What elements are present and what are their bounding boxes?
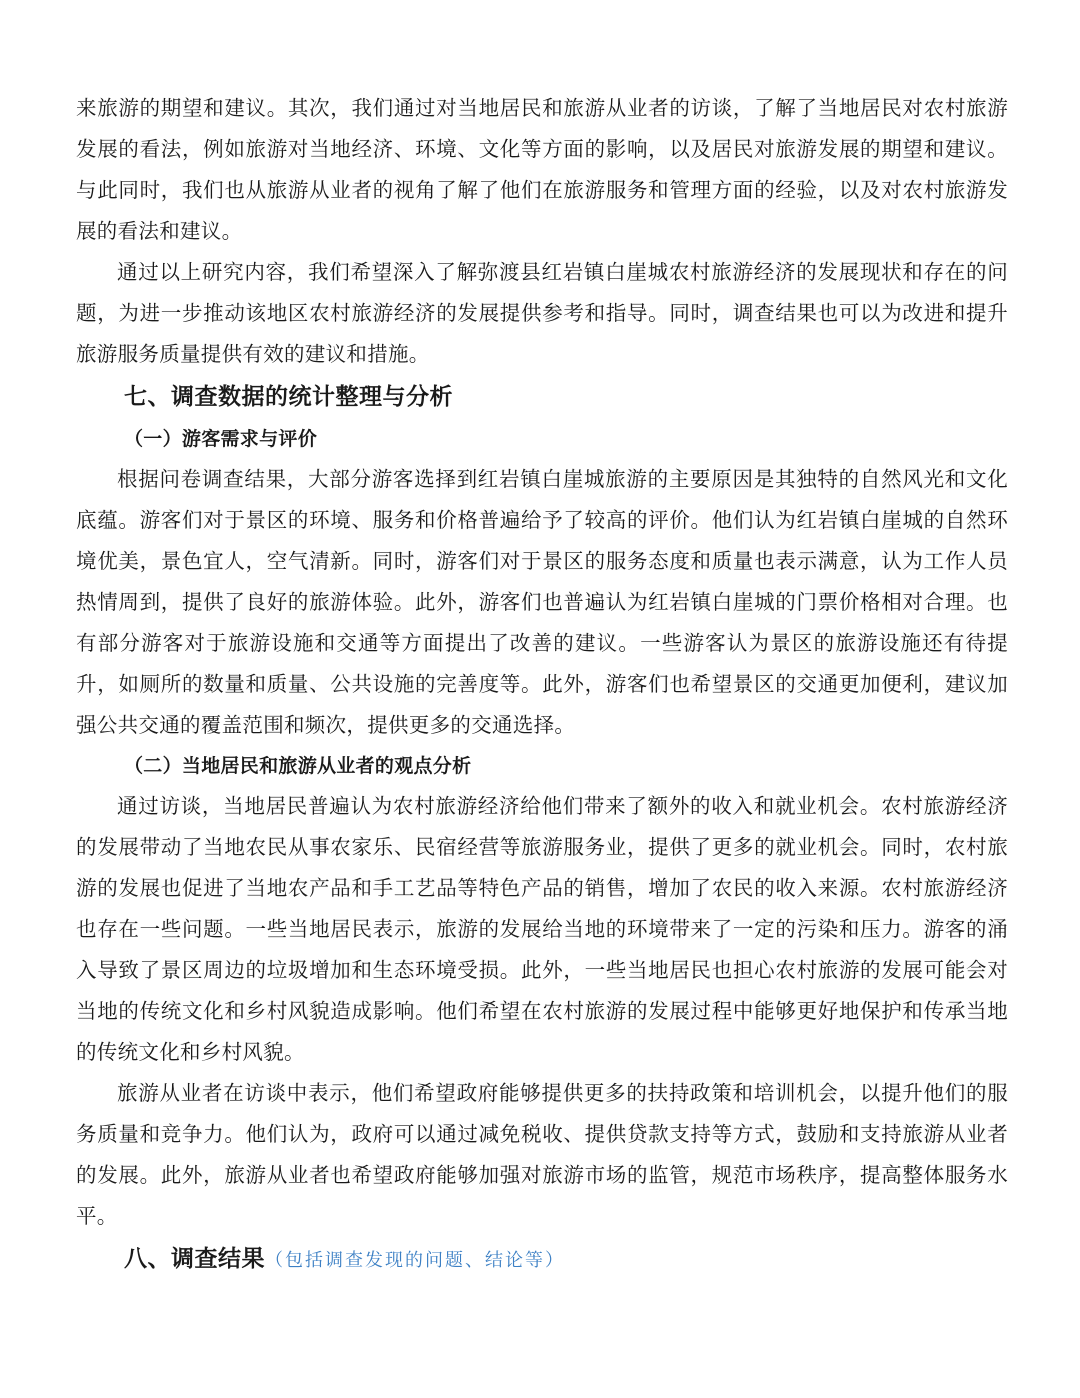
paragraph-intro-continued: 来旅游的期望和建议。其次，我们通过对当地居民和旅游从业者的访谈，了解了当地居民对农村旅游发展的看法，例如旅游对当地经济、环境、文化等方面的影响，以及居民对旅游发展的期望和建议。与此同时，我们也从旅游从业者的视角了解了他们在旅游服务和管理方面的经验，以及对农村旅游发展的看法和建议。 xyxy=(76,96,1008,243)
section-8-title: 八、调查结果 xyxy=(124,1246,265,1272)
document-content xyxy=(76,88,1008,1281)
section-7-heading: 七、调查数据的统计整理与分析 xyxy=(124,384,453,410)
subsection-2-heading: （二）当地居民和旅游从业者的观点分析 xyxy=(124,755,472,777)
section-8-note: （包括调查发现的问题、结论等） xyxy=(265,1250,565,1271)
paragraph-residents-views: 通过访谈，当地居民普遍认为农村旅游经济给他们带来了额外的收入和就业机会。农村旅游经济的发展带动了当地农民从事农家乐、民宿经营等旅游服务业，提供了更多的就业机会。同时，农村旅游的发展也促进了当地农产品和手工艺品等特色产品的销售，增加了农民的收入来源。农村旅游经济也存在一些问题。一些当地居民表示，旅游的发展给当地的环境带来了一定的污染和压力。游客的涌入导致了景区周边的垃圾增加和生态环境受损。此外，一些当地居民也担心农村旅游的发展可能会对当地的传统文化和乡村风貌造成影响。他们希望在农村旅游的发展过程中能够更好地保护和传承当地的传统文化和乡村风貌。 xyxy=(76,794,1008,1064)
paragraph-research-goal: 通过以上研究内容，我们希望深入了解弥渡县红岩镇白崖城农村旅游经济的发展现状和存在的问题，为进一步推动该地区农村旅游经济的发展提供参考和指导。同时，调查结果也可以为改进和提升旅游服务质量提供有效的建议和措施。 xyxy=(76,260,1008,366)
section-8-heading xyxy=(76,1237,1008,1281)
paragraph-tourist-evaluation: 根据问卷调查结果，大部分游客选择到红岩镇白崖城旅游的主要原因是其独特的自然风光和文化底蕴。游客们对于景区的环境、服务和价格普遍给予了较高的评价。他们认为红岩镇白崖城的自然环境优美，景色宜人，空气清新。同时，游客们对于景区的服务态度和质量也表示满意，认为工作人员热情周到，提供了良好的旅游体验。此外，游客们也普遍认为红岩镇白崖城的门票价格相对合理。也有部分游客对于旅游设施和交通等方面提出了改善的建议。一些游客认为景区的旅游设施还有待提升，如厕所的数量和质量、公共设施的完善度等。此外，游客们也希望景区的交通更加便利，建议加强公共交通的覆盖范围和频次，提供更多的交通选择。 xyxy=(76,467,1008,737)
subsection-1-heading: （一）游客需求与评价 xyxy=(124,428,318,450)
paragraph-practitioners-views: 旅游从业者在访谈中表示，他们希望政府能够提供更多的扶持政策和培训机会，以提升他们的服务质量和竞争力。他们认为，政府可以通过减免税收、提供贷款支持等方式，鼓励和支持旅游从业者的发展。此外，旅游从业者也希望政府能够加强对旅游市场的监管，规范市场秩序，提高整体服务水平。 xyxy=(76,1081,1008,1228)
